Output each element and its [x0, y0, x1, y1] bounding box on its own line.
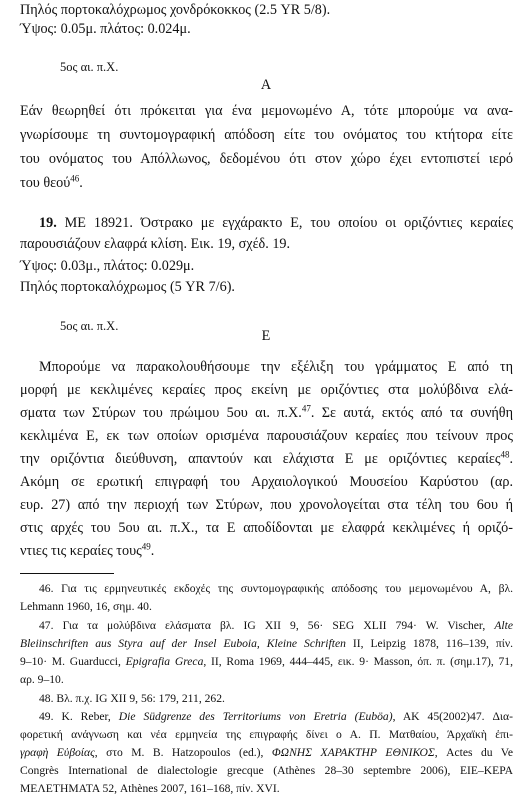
footnote-divider — [20, 573, 114, 574]
paragraph-line: σματα των Στύρων του πρώιμου 5ου αι. π.Χ.$^{47}$. Σε αυτά, εκτός από τα συνήθη — [20, 403, 513, 421]
entry-number: 19. — [39, 215, 57, 231]
footnote-47-cont: 9–10· M. Guarducci, Epigrafia Greca, II, Roma 1969, 444–445, εικ. 9· Masson, όπ. π. (σημ.17), 71, — [20, 655, 514, 668]
paragraph-line: γνωρίσουμε τη συντομογραφική απόδοση είτε του ονόματος του κτήτορα είτε — [20, 127, 513, 143]
paragraph-line: μορφή με κεκλιμένες κεραίες προς εκείνη με οριζόντιες στα μολύβδινα ελά- — [20, 382, 513, 398]
paragraph-line: ευρ. 27) από την περιοχή των Στύρων, που χρονολογείται στα τέλη του 6ου ή — [20, 497, 513, 513]
footnote-47-cont: Bleiinschriften aus Styra auf der Insel Euboia, Kleine Schriften II, Leipzig 1878, 116–139, πίν. — [20, 637, 513, 650]
date-label: 5ος αι. π.Χ. — [60, 319, 119, 333]
paragraph-line: Ακόμη σε ερωτική επιγραφή του Αρχαιολογικού Μουσείου Καρύστου (αρ. — [20, 474, 513, 490]
clay-description: Πηλός πορτοκαλόχρωμος (5 YR 7/6). — [20, 279, 235, 295]
entry-heading-cont: παρουσιάζουν ελαφρά κλίση. Εικ. 19, σχέδ. 19. — [20, 236, 291, 252]
footnote-49-cont: Congrès International de dialectologie grecque (Athènes 28–30 septembre 2006), ΕΙΕ–ΚΕΡΑ — [20, 764, 513, 777]
paragraph-line: Εάν θεωρηθεί ότι πρόκειται για ένα μεμονωμένο Α, τότε μπορούμε να ανα- — [20, 103, 513, 119]
footnote-49-cont: γραφὴ Εὐβοίας, στο Μ. Β. Hatzopoulos (ed.), ΦΩΝΗΣ ΧΑΡΑΚΤΗΡ ΕΘΝΙΚΟΣ, Actes du Ve — [20, 746, 513, 759]
paragraph-line: Μπορούμε να παρακολουθήσουμε την εξέλιξη του γράμματος Ε από τη — [39, 359, 513, 375]
clay-description: Πηλός πορτοκαλόχρωμος χονδρόκοκκος (2.5 YR 5/8). — [20, 2, 331, 18]
paragraph-line: την οριζόντια διεύθυνση, απαντούν και ελάχιστα Ε με οριζόντιες κεραίες$^{48}$. — [20, 449, 513, 467]
inscription-letter: Α — [260, 77, 272, 93]
footnote-ref[interactable]: 49 — [141, 541, 151, 552]
paragraph-line: του ονόματος του Απόλλωνος, δεδομένου ότι στον χώρο έχει εντοπιστεί ιερό — [20, 151, 513, 167]
footnote-46-cont: Lehmann 1960, 16, σημ. 40. — [20, 600, 152, 613]
footnote-49: 49. K. Reber, Die Südgrenze des Territoriums von Eretria (Euböa), AK 45(2002)47. Δια- — [39, 710, 513, 723]
footnote-47-cont: αρ. 9–10. — [20, 673, 64, 686]
date-label: 5ος αι. π.Χ. — [60, 60, 119, 74]
footnote-47: 47. Για τα μολύβδινα ελάσματα βλ. IG XII 9, 56· SEG XLII 794· W. Vischer, Alte — [39, 619, 513, 632]
paragraph-line: στις αρχές του 5ου αι. π.Χ., τα Ε αποδίδονται με ελαφρά κεκλιμένες ή οριζό- — [20, 520, 513, 536]
footnote-49-cont: φορετική ανάγνωση και νέα ερμηνεία της επιγραφής δίνει ο Α. Π. Ματθαίου, Άρχαϊκὴ ἐπι- — [20, 728, 513, 741]
paragraph-line: κεκλιμένα Ε, εκ των οποίων ορισμένα παρουσιάζουν κεραίες που τείνουν προς — [20, 428, 513, 444]
footnote-ref[interactable]: 46 — [70, 173, 80, 184]
footnote-48: 48. Βλ. π.χ. IG XII 9, 56: 179, 211, 262. — [39, 692, 225, 705]
footnote-ref[interactable]: 47 — [301, 403, 311, 414]
dimensions: Ύψος: 0.05μ. πλάτος: 0.024μ. — [20, 21, 191, 37]
entry-heading: 19. ΜΕ 18921. Όστρακο με εγχάρακτο Ε, του οποίου οι οριζόντιες κεραίες — [39, 215, 513, 231]
footnote-49-cont: ΜΕΛΕΤΗΜΑΤΑ 52, Athènes 2007, 161–168, πίν. XVI. — [20, 782, 280, 795]
inscription-letter: Ε — [261, 328, 271, 344]
footnote-46: 46. Για τις ερμηνευτικές εκδοχές της συντομογραφικής απόδοσης του μεμονωμένου Α, βλ. — [39, 582, 513, 595]
dimensions: Ύψος: 0.03μ., πλάτος: 0.029μ. — [20, 258, 195, 274]
footnote-ref[interactable]: 48 — [500, 449, 510, 460]
paragraph-line: του θεού$^{46}$. — [20, 173, 83, 191]
paragraph-line: ντιες τις κεραίες τους$^{49}$. — [20, 541, 155, 559]
